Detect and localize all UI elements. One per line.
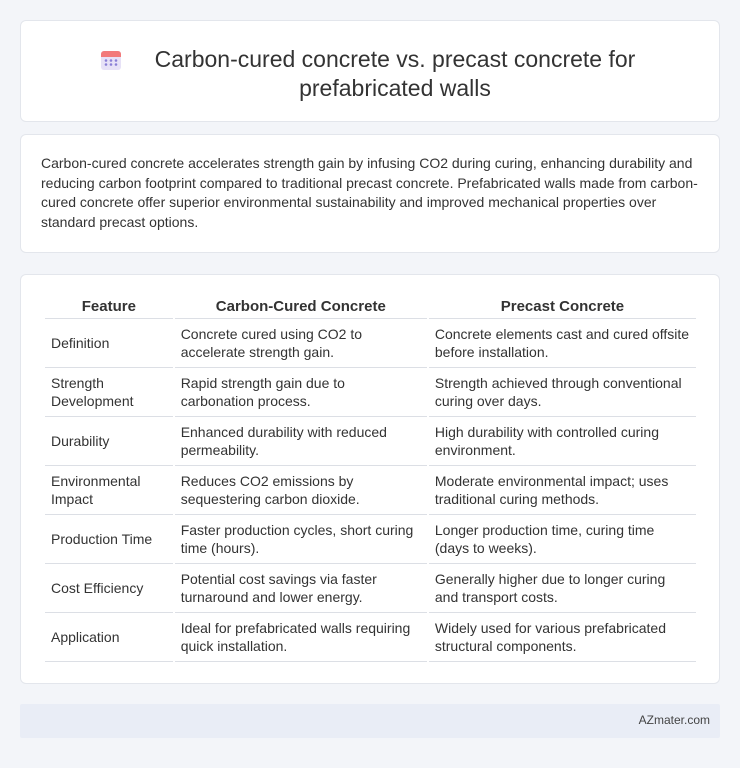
table-row xyxy=(45,613,696,662)
carbon-cured-cell: Reduces CO2 emissions by sequestering carbon dioxide. xyxy=(175,466,427,515)
precast-cell: Generally higher due to longer curing and transport costs. xyxy=(429,564,696,613)
feature-cell: Cost Efficiency xyxy=(45,564,173,613)
page-title: Carbon-cured concrete vs. precast concrete for prefabricated walls xyxy=(154,46,636,101)
carbon-cured-cell: Rapid strength gain due to carbonation process. xyxy=(175,368,427,417)
feature-cell: Durability xyxy=(45,417,173,466)
precast-cell: Strength achieved through conventional curing over days. xyxy=(429,368,696,417)
table-header-row xyxy=(45,297,696,319)
column-header-carbon-cured: Carbon-Cured Concrete xyxy=(175,297,427,319)
summary-card xyxy=(20,134,720,253)
carbon-cured-cell: Enhanced durability with reduced permeability. xyxy=(175,417,427,466)
column-header-feature: Feature xyxy=(45,297,173,319)
feature-cell: Strength Development xyxy=(45,368,173,417)
footer-brand-link[interactable]: AZmater.com xyxy=(638,713,710,727)
feature-cell: Application xyxy=(45,613,173,662)
table-row xyxy=(45,368,696,417)
precast-cell: Longer production time, curing time (days to weeks). xyxy=(429,515,696,564)
feature-cell: Production Time xyxy=(45,515,173,564)
feature-cell: Definition xyxy=(45,319,173,368)
comparison-table xyxy=(43,297,698,662)
comparison-table-card xyxy=(20,274,720,684)
column-header-precast: Precast Concrete xyxy=(429,297,696,319)
table-row xyxy=(45,417,696,466)
carbon-cured-cell: Potential cost savings via faster turnaround and lower energy. xyxy=(175,564,427,613)
precast-cell: Concrete elements cast and cured offsite before installation. xyxy=(429,319,696,368)
carbon-cured-cell: Concrete cured using CO2 to accelerate strength gain. xyxy=(175,319,427,368)
table-row xyxy=(45,319,696,368)
title-card xyxy=(20,20,720,122)
carbon-cured-cell: Ideal for prefabricated walls requiring quick installation. xyxy=(175,613,427,662)
footer xyxy=(20,704,720,738)
carbon-cured-cell: Faster production cycles, short curing time (hours). xyxy=(175,515,427,564)
feature-cell: Environmental Impact xyxy=(45,466,173,515)
precast-cell: Moderate environmental impact; uses traditional curing methods. xyxy=(429,466,696,515)
table-row xyxy=(45,515,696,564)
summary-text: Carbon-cured concrete accelerates strength gain by infusing CO2 during curing, enhancing durability and reducing carbon footprint compared to traditional precast concrete. Prefabricated walls made from carbon-cured concrete offer superior environmental sustainability and improved mechanical properties over standard precast options. xyxy=(41,155,698,230)
table-row xyxy=(45,564,696,613)
precast-cell: Widely used for various prefabricated structural components. xyxy=(429,613,696,662)
table-row xyxy=(45,466,696,515)
precast-cell: High durability with controlled curing environment. xyxy=(429,417,696,466)
